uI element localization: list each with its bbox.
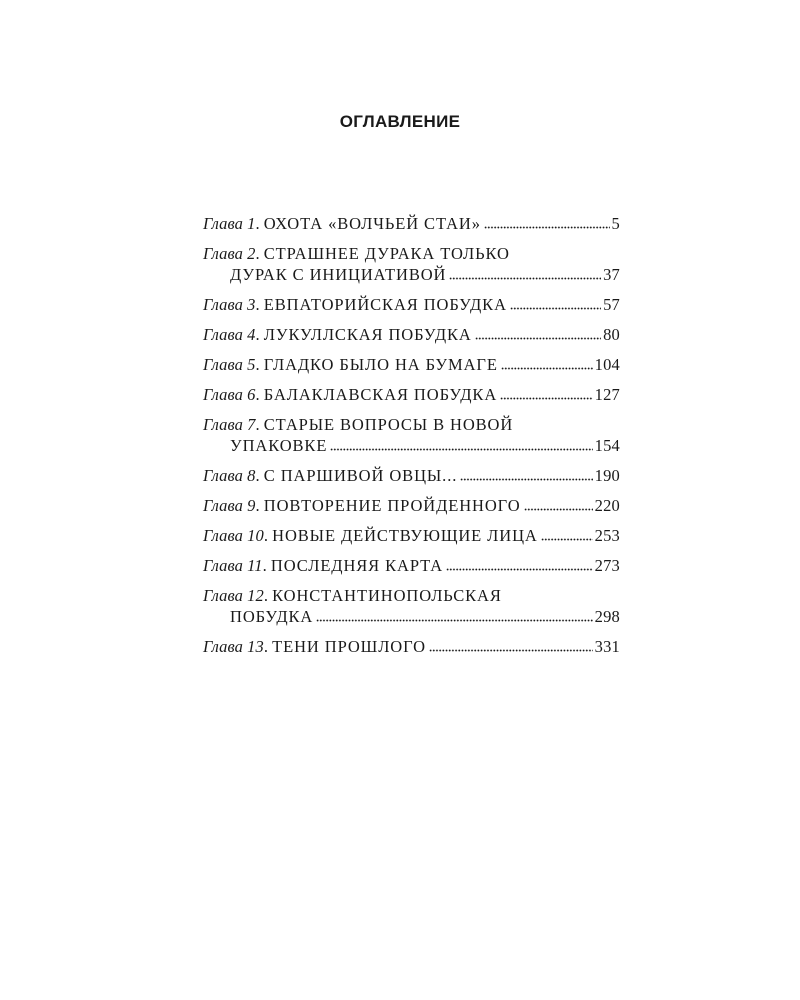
toc-entry-3[interactable]: Глава 3 . ЕВПАТОРИЙСКАЯ ПОБУДКА 57: [203, 295, 620, 314]
page-number: 37: [603, 265, 620, 284]
chapter-label: Глава 7: [203, 415, 256, 434]
dot-leader: [501, 356, 593, 370]
toc-entry-8[interactable]: Глава 8 . С ПАРШИВОЙ ОВЦЫ... 190: [203, 466, 620, 485]
chapter-title: НОВЫЕ ДЕЙСТВУЮЩИЕ ЛИЦА: [272, 526, 538, 545]
chapter-title: ОХОТА «ВОЛЧЬЕЙ СТАИ»: [263, 214, 481, 233]
chapter-label: Глава 6: [203, 385, 256, 404]
chapter-title: ПОСЛЕДНЯЯ КАРТА: [270, 556, 444, 575]
dot-leader: [510, 296, 601, 310]
dot-leader: [449, 266, 601, 280]
page-number: 298: [594, 607, 620, 626]
chapter-title-continued: ДУРАК С ИНИЦИАТИВОЙ: [230, 265, 447, 284]
page-number: 80: [603, 325, 620, 344]
dot-leader: [429, 638, 593, 652]
chapter-label: Глава 12: [203, 586, 264, 605]
chapter-title: СТАРЫЕ ВОПРОСЫ В НОВОЙ: [263, 415, 514, 434]
dot-leader: [460, 467, 592, 481]
toc-entry-2[interactable]: Глава 2 . СТРАШНЕЕ ДУРАКА ТОЛЬКО ДУРАК С ИНИЦИАТИВОЙ 37: [203, 244, 620, 284]
chapter-title: С ПАРШИВОЙ ОВЦЫ...: [263, 466, 458, 485]
dot-leader: [524, 497, 593, 511]
page-number: 190: [594, 466, 620, 485]
page-number: 5: [611, 214, 620, 233]
toc-entry-11[interactable]: Глава 11 . ПОСЛЕДНЯЯ КАРТА 273: [203, 556, 620, 575]
dot-leader: [330, 437, 592, 451]
dot-leader: [541, 527, 593, 541]
chapter-title: СТРАШНЕЕ ДУРАКА ТОЛЬКО: [263, 244, 510, 263]
toc-entry-9[interactable]: Глава 9 . ПОВТОРЕНИЕ ПРОЙДЕННОГО 220: [203, 496, 620, 515]
dot-leader: [316, 608, 592, 622]
chapter-label: Глава 2: [203, 244, 256, 263]
chapter-label: Глава 5: [203, 355, 256, 374]
toc-entry-10[interactable]: Глава 10 . НОВЫЕ ДЕЙСТВУЮЩИЕ ЛИЦА 253: [203, 526, 620, 545]
chapter-label: Глава 11: [203, 556, 263, 575]
chapter-title-continued: УПАКОВКЕ: [230, 436, 328, 455]
page-number: 154: [594, 436, 620, 455]
toc-entry-5[interactable]: Глава 5 . ГЛАДКО БЫЛО НА БУМАГЕ 104: [203, 355, 620, 374]
page-title: ОГЛАВЛЕНИЕ: [339, 112, 461, 131]
page-number: 127: [594, 385, 620, 404]
chapter-title: БАЛАКЛАВСКАЯ ПОБУДКА: [263, 385, 498, 404]
chapter-label: Глава 4: [203, 325, 256, 344]
page-number: 331: [594, 637, 620, 656]
dot-leader: [475, 326, 601, 340]
chapter-title: КОНСТАНТИНОПОЛЬСКАЯ: [272, 586, 502, 605]
toc-entry-6[interactable]: Глава 6 . БАЛАКЛАВСКАЯ ПОБУДКА 127: [203, 385, 620, 404]
chapter-title: ЕВПАТОРИЙСКАЯ ПОБУДКА: [263, 295, 507, 314]
chapter-label: Глава 8: [203, 466, 256, 485]
toc-entry-1[interactable]: Глава 1 . ОХОТА «ВОЛЧЬЕЙ СТАИ» 5: [203, 214, 620, 233]
chapter-label: Глава 1: [203, 214, 256, 233]
page-number: 273: [594, 556, 620, 575]
chapter-label: Глава 13: [203, 637, 264, 656]
toc-entry-13[interactable]: Глава 13 . ТЕНИ ПРОШЛОГО 331: [203, 637, 620, 656]
chapter-title: ГЛАДКО БЫЛО НА БУМАГЕ: [263, 355, 498, 374]
dot-leader: [500, 386, 592, 400]
dot-leader: [446, 557, 593, 571]
chapter-label: Глава 3: [203, 295, 256, 314]
table-of-contents: [203, 213, 620, 666]
chapter-title-continued: ПОБУДКА: [230, 607, 314, 626]
toc-entry-4[interactable]: Глава 4 . ЛУКУЛЛСКАЯ ПОБУДКА 80: [203, 325, 620, 344]
toc-entry-12[interactable]: Глава 12 . КОНСТАНТИНОПОЛЬСКАЯ ПОБУДКА 298: [203, 586, 620, 626]
page-number: 253: [594, 526, 620, 545]
page-number: 104: [594, 355, 620, 374]
chapter-label: Глава 9: [203, 496, 256, 515]
page-number: 220: [594, 496, 620, 515]
toc-entry-7[interactable]: Глава 7 . СТАРЫЕ ВОПРОСЫ В НОВОЙ УПАКОВКЕ 154: [203, 415, 620, 455]
page-number: 57: [603, 295, 620, 314]
chapter-title: ЛУКУЛЛСКАЯ ПОБУДКА: [263, 325, 472, 344]
chapter-title: ТЕНИ ПРОШЛОГО: [272, 637, 426, 656]
chapter-label: Глава 10: [203, 526, 264, 545]
dot-leader: [484, 215, 610, 229]
chapter-title: ПОВТОРЕНИЕ ПРОЙДЕННОГО: [263, 496, 521, 515]
